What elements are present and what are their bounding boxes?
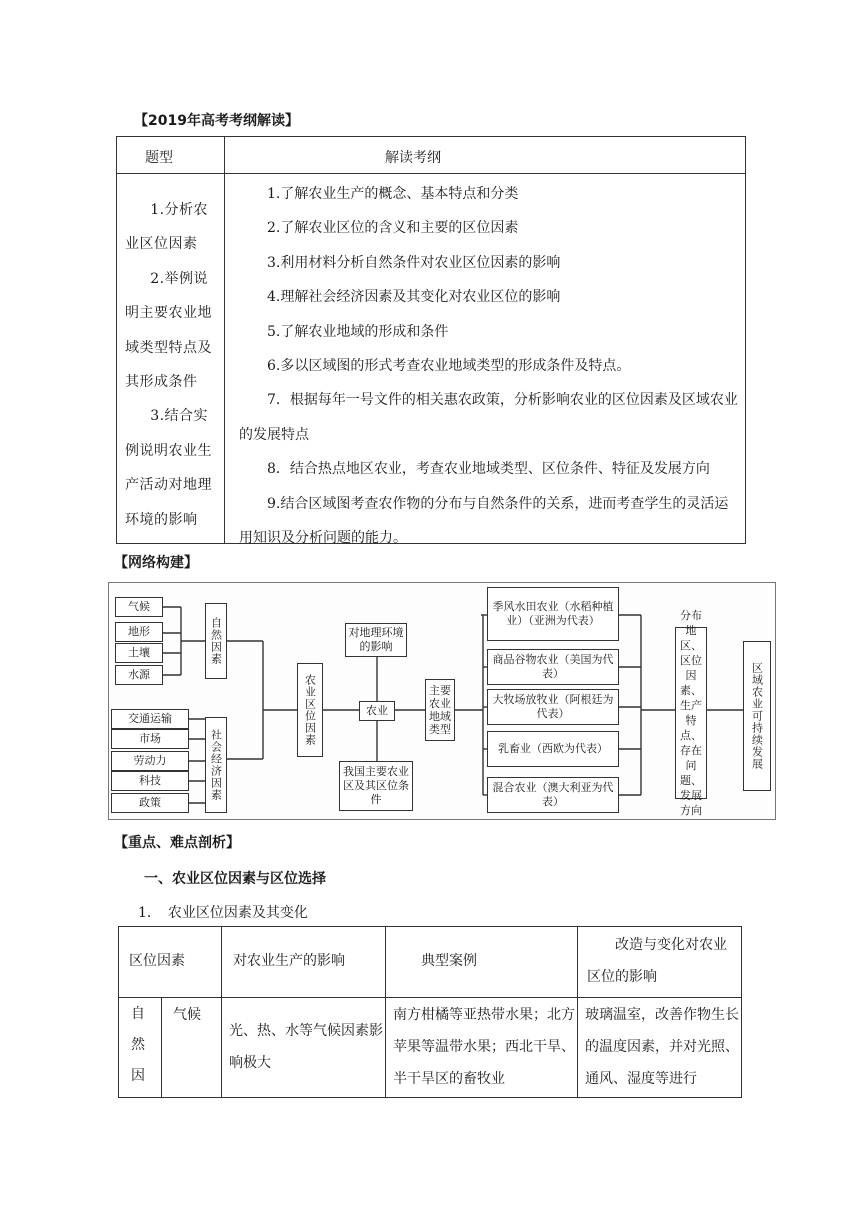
factors-table (118, 926, 742, 1098)
cell-climate: 气候 (173, 1007, 201, 1023)
type-mixed: 混合农业（澳大利亚为代表） (487, 777, 619, 813)
factor-technology: 科技 (111, 771, 189, 791)
table-divider (119, 997, 741, 998)
type-monsoon-paddy: 季风水田农业（水稻种植业）（亚洲为代表） (487, 587, 619, 641)
environment-impact: 对地理环境的影响 (345, 623, 407, 657)
type-ranching: 大牧场放牧业（阿根廷为代表） (487, 689, 619, 725)
table-divider (221, 997, 222, 1097)
syllabus-table (116, 136, 746, 547)
question-type-item: 2.举例说明主要农业地域类型特点及其形成条件 (125, 270, 212, 391)
social-factors-group: 社会经济因素 (205, 717, 227, 813)
factor-transport: 交通运输 (111, 709, 189, 729)
subsection-item: 1． 农业区位因素及其变化 (138, 905, 308, 921)
agri-location-factors: 农业区位因素 (297, 663, 323, 757)
agri-types-label: 主要农业地域类型 (425, 679, 455, 741)
question-types (125, 193, 217, 537)
syllabus-point: 7．根据每年一号文件的相关惠农政策，分析影响农业的区位因素及区域农业的发展特点 (239, 392, 738, 443)
syllabus-point: 9.结合区域图考查农作物的分布与自然条件的关系，进而考查学生的灵活运用知识及分析问题的能力。 (239, 495, 729, 547)
syllabus-point: 1.了解农业生产的概念、基本特点和分类 (267, 186, 519, 202)
sustainable-development: 区域农业可持续发展 (743, 641, 771, 791)
natural-factors-group: 自然因素 (205, 603, 227, 679)
syllabus-point: 5.了解农业地域的形成和条件 (267, 323, 449, 340)
table-divider (161, 997, 162, 1097)
table-divider (117, 173, 745, 174)
syllabus-point: 4.理解社会经济因素及其变化对农业区位的影响 (267, 289, 561, 306)
table-divider (577, 927, 578, 1097)
type-commercial-grain: 商品谷物农业（美国为代表） (487, 649, 619, 685)
cell-climate-impact: 光、热、水等气候因素影响极大 (229, 1023, 383, 1071)
header-impact: 对农业生产的影响 (233, 953, 345, 969)
header-change: 改造与变化对农业区位的影响 (587, 937, 727, 985)
syllabus-points (239, 177, 739, 555)
concept-map (108, 582, 776, 820)
factor-labor: 劳动力 (111, 751, 189, 771)
section-title-analysis: 【重点、难点剖析】 (114, 835, 240, 851)
question-type-item: 3.结合实例说明农业生产活动对地理环境的影响 (125, 408, 212, 528)
section-title-syllabus: 【2019年高考考纲解读】 (134, 113, 299, 129)
header-question-type: 题型 (145, 150, 173, 166)
factor-policy: 政策 (111, 793, 189, 813)
china-agri-regions: 我国主要农业区及其区位条件 (339, 761, 413, 811)
header-factor: 区位因素 (129, 953, 185, 969)
analysis-aspects: 分布地区、区位因素、生产特点、存在问题、发展方向 (675, 627, 707, 799)
header-syllabus: 解读考纲 (385, 150, 441, 166)
agriculture-node: 农业 (359, 701, 395, 721)
factor-terrain: 地形 (115, 622, 163, 642)
cell-climate-change: 玻璃温室，改善作物生长的温度因素，并对光照、通风、湿度等进行 (585, 1007, 739, 1087)
factor-market: 市场 (111, 729, 189, 749)
table-divider (385, 927, 386, 1097)
syllabus-point: 3.利用材料分析自然条件对农业区位因素的影响 (267, 254, 561, 271)
section-title-network: 【网络构建】 (114, 555, 198, 571)
factor-climate: 气候 (115, 597, 163, 617)
syllabus-point: 6.多以区域图的形式考查农业地域类型的形成条件及特点。 (267, 358, 631, 375)
factor-water: 水源 (115, 665, 163, 685)
header-case: 典型案例 (421, 953, 477, 969)
cell-natural-factor: 自然因 (131, 1006, 145, 1084)
factor-soil: 土壤 (115, 643, 163, 663)
syllabus-point: 2.了解农业区位的含义和主要的区位因素 (267, 220, 519, 237)
cell-climate-case: 南方柑橘等亚热带水果；北方苹果等温带水果；西北干旱、半干旱区的畜牧业 (393, 1007, 575, 1087)
table-divider (224, 137, 225, 543)
question-type-item: 1.分析农业区位因素 (125, 202, 209, 253)
type-dairy: 乳畜业（西欧为代表） (487, 731, 619, 767)
table-divider (221, 927, 222, 997)
syllabus-point: 8．结合热点地区农业，考查农业地域类型、区位条件、特征及发展方向 (267, 461, 710, 478)
subsection-title: 一、农业区位因素与区位选择 (144, 871, 326, 887)
